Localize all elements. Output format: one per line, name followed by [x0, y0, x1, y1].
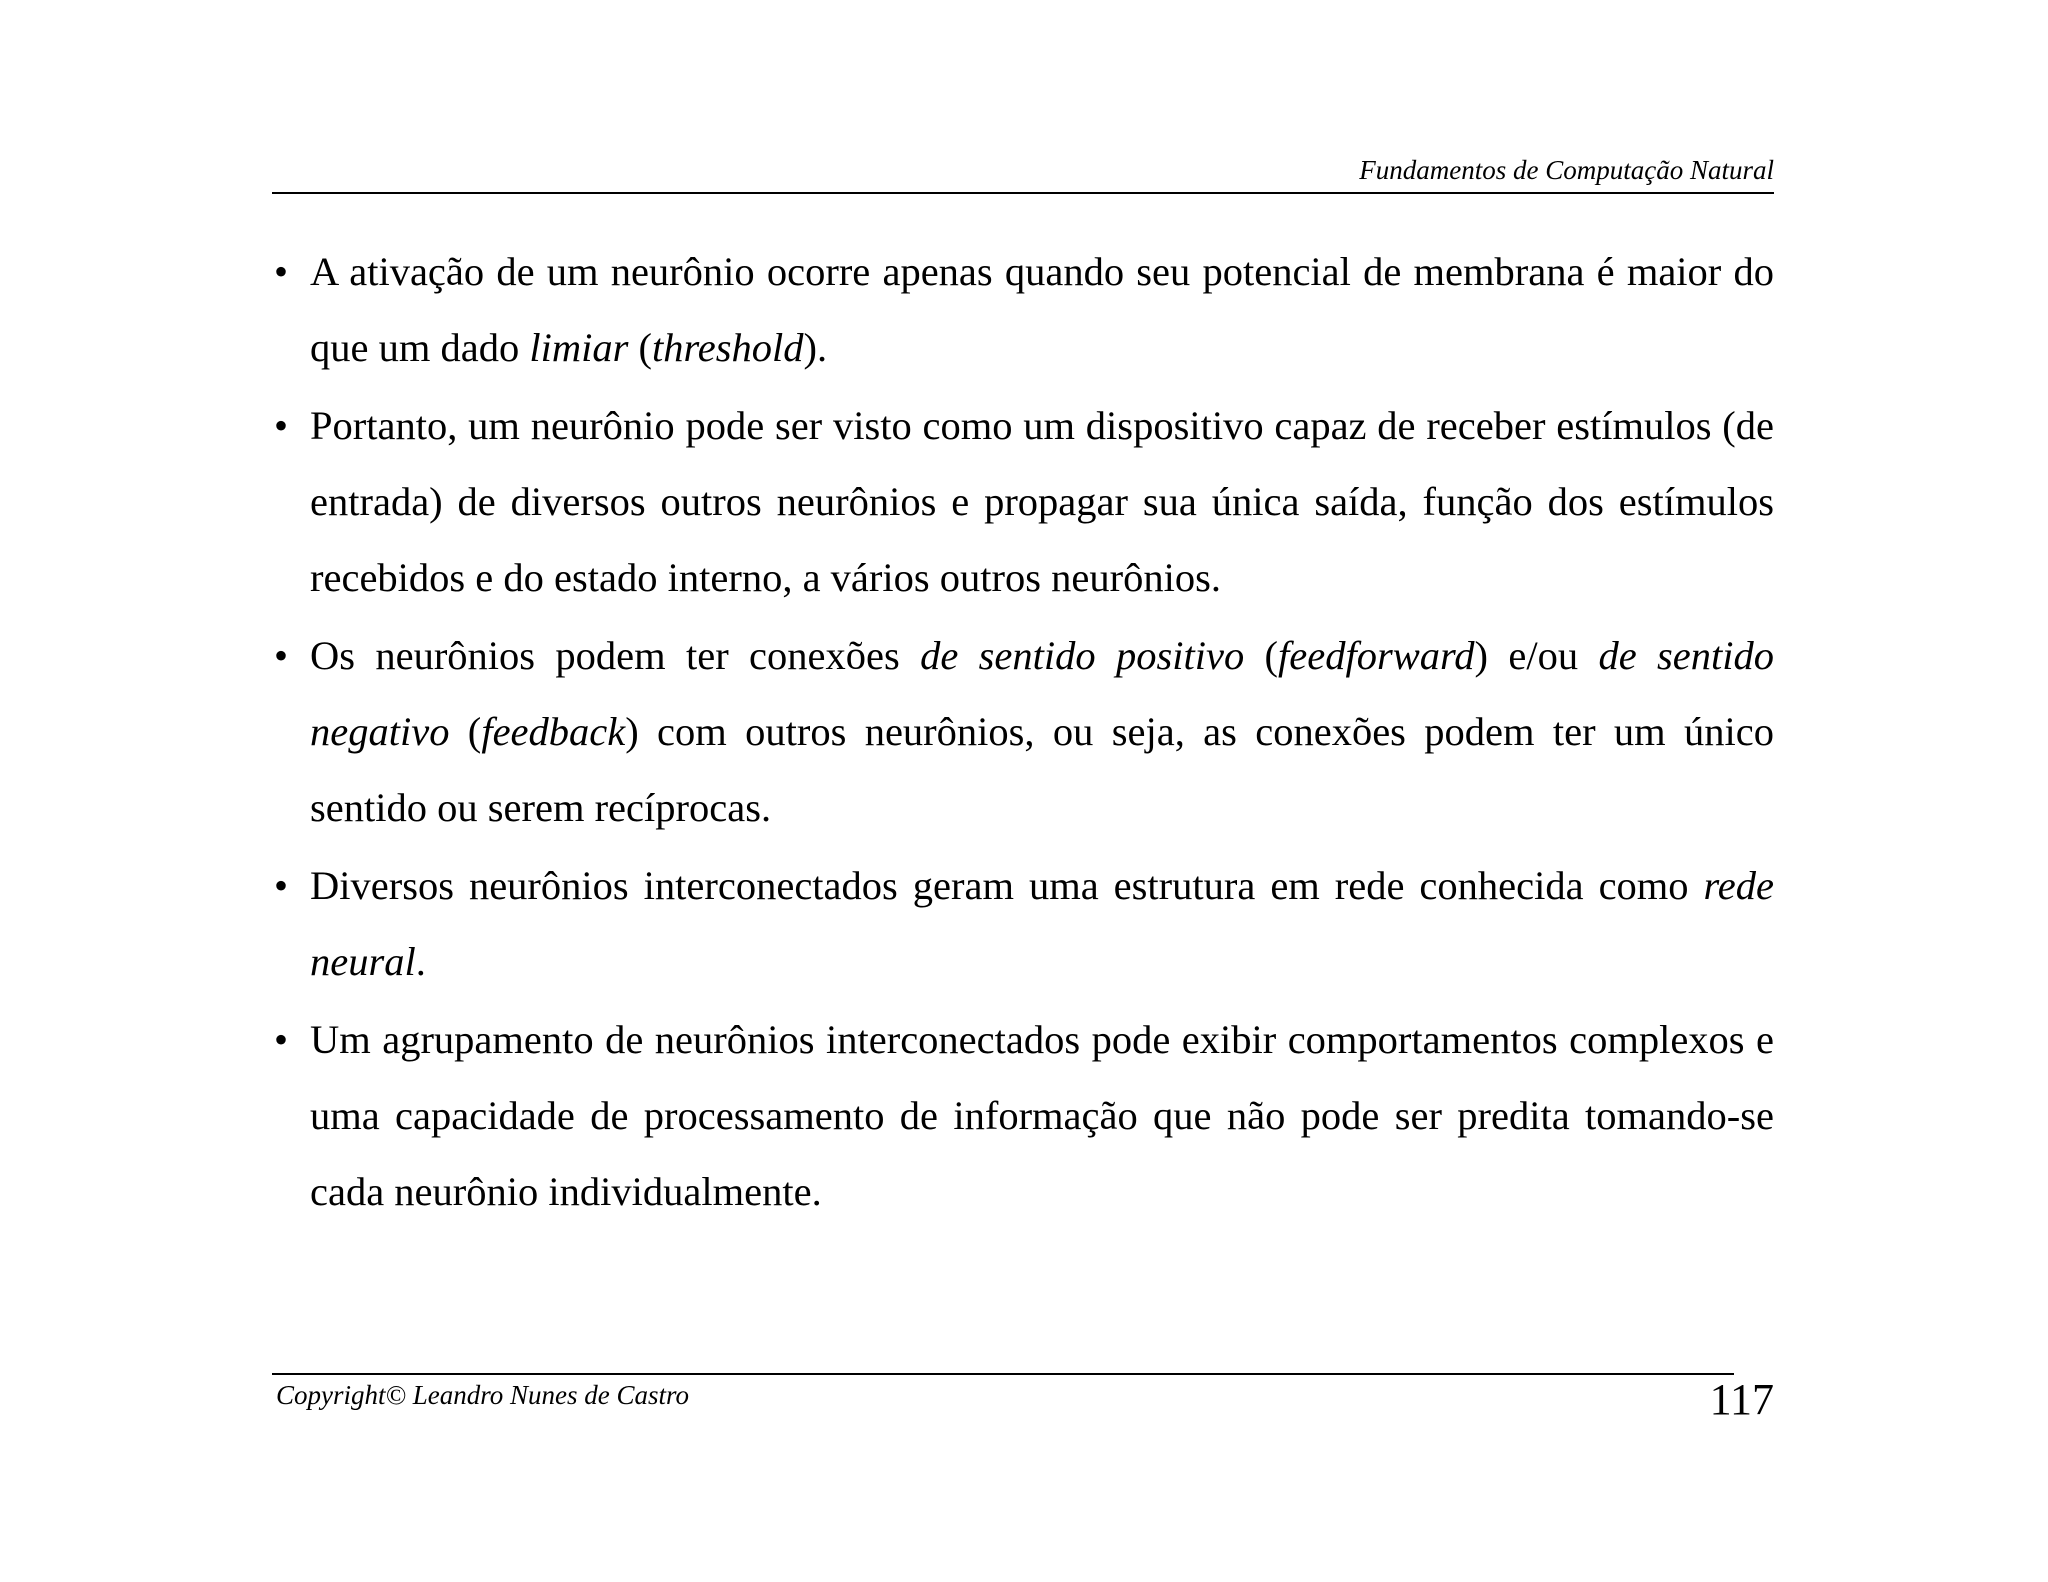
term-feedforward: feedforward — [1278, 633, 1475, 678]
bullet-item-network — [272, 848, 1774, 1000]
footer-copyright: Copyright© Leandro Nunes de Castro — [276, 1380, 690, 1410]
bullet-item-grouping — [272, 1002, 1774, 1230]
term-neural-network: rede neural — [310, 863, 1774, 984]
bullet-icon: • — [274, 403, 289, 448]
term-negative-direction: de sentido negativo — [310, 633, 1774, 754]
term-limiar: limiar — [529, 325, 629, 370]
bullet-icon: • — [274, 633, 289, 678]
bullet-text: ). — [803, 325, 828, 370]
bullet-icon: • — [274, 1017, 289, 1062]
bullet-text: Diversos neurônios interconectados geram uma estrutura em rede conhecida como — [310, 863, 1704, 908]
term-feedback: feedback — [481, 709, 626, 754]
running-header-title: Fundamentos de Computação Natural — [1359, 155, 1774, 185]
bullet-text: ) com outros neurônios, ou seja, as conexões podem ter um único sentido ou serem recíprocas. — [310, 709, 1774, 830]
bullet-text: ) e/ou — [1474, 633, 1599, 678]
bullet-item-connections — [272, 618, 1774, 846]
bullet-text: Portanto, um neurônio pode ser visto como um dispositivo capaz de receber estímulos (de entrada) de diversos outros neurônios e propagar sua única saída, função dos estímulos recebidos e do estado interno, a vários outros neurônios. — [310, 403, 1774, 600]
bullet-item-device — [272, 388, 1774, 616]
bullet-list — [272, 234, 1774, 1232]
bullet-icon: • — [274, 249, 289, 294]
term-positive-direction: de sentido positivo — [920, 633, 1245, 678]
bullet-text: ( — [449, 709, 482, 754]
page-number: 117 — [1709, 1375, 1774, 1424]
bullet-text: ( — [1244, 633, 1279, 678]
bullet-text: Um agrupamento de neurônios interconectados pode exibir comportamentos complexos e uma capacidade de processamento de informação que não pode ser predita tomando-se cada neurônio individualmente. — [310, 1017, 1774, 1214]
term-threshold: threshold — [651, 325, 804, 370]
bullet-text: ( — [628, 325, 652, 370]
bullet-text: . — [415, 939, 426, 984]
running-header — [272, 150, 1774, 194]
bullet-text: A ativação de um neurônio ocorre apenas quando seu potencial de membrana é maior do que um dado — [310, 249, 1774, 370]
footer-rule — [272, 1373, 1734, 1375]
bullet-item-activation — [272, 234, 1774, 386]
bullet-text: Os neurônios podem ter conexões — [310, 633, 921, 678]
bullet-icon: • — [274, 863, 289, 908]
